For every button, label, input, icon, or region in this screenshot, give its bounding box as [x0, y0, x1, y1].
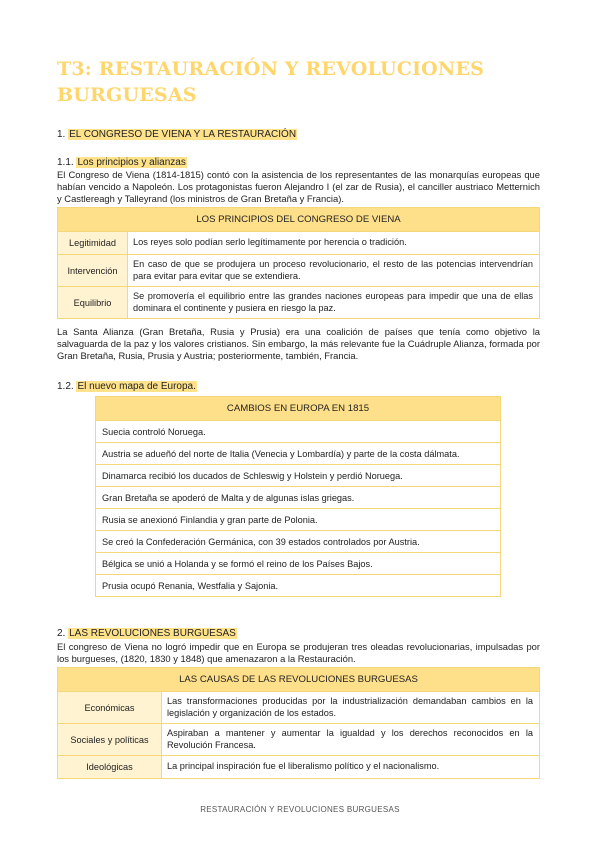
- cause-label: Sociales y políticas: [58, 724, 162, 756]
- subsection-1-2-number: 1.2.: [57, 381, 74, 392]
- table-row: [96, 553, 501, 575]
- principles-table: [57, 207, 540, 319]
- table-row: [58, 255, 540, 287]
- causes-table: [57, 667, 540, 779]
- section-2-title: LAS REVOLUCIONES BURGUESAS: [69, 628, 236, 639]
- cause-text: Las transformaciones producidas por la industrialización demandaban cambios en la legislación y organización de los estados.: [162, 692, 540, 724]
- cause-label: Ideológicas: [58, 756, 162, 779]
- section-2-number: 2.: [57, 628, 66, 639]
- europe-changes-table: [95, 396, 501, 597]
- change-text: Dinamarca recibió los ducados de Schleswig y Holstein y perdió Noruega.: [96, 465, 501, 487]
- table-row: [96, 421, 501, 443]
- cause-label: Económicas: [58, 692, 162, 724]
- cause-text: La principal inspiración fue el liberalismo político y el nacionalismo.: [162, 756, 540, 779]
- section-2-heading: [57, 627, 237, 640]
- subsection-1-1-number: 1.1.: [57, 157, 74, 168]
- principle-text: Los reyes solo podían serlo legítimamente por herencia o tradición.: [128, 232, 540, 255]
- change-text: Prusia ocupó Renania, Westfalia y Sajonia.: [96, 575, 501, 597]
- section-1-title: EL CONGRESO DE VIENA Y LA RESTAURACIÓN: [69, 129, 297, 140]
- table-row: [58, 232, 540, 255]
- page-footer: RESTAURACIÓN Y REVOLUCIONES BURGUESAS: [200, 805, 400, 814]
- principles-table-header-row: [58, 208, 540, 232]
- principle-label: Equilibrio: [58, 287, 128, 319]
- change-text: Se creó la Confederación Germánica, con 39 estados controlados por Austria.: [96, 531, 501, 553]
- principle-text: En caso de que se produjera un proceso revolucionario, el resto de las potencias intervendrían para evitar para evitar que se extendiera.: [128, 255, 540, 287]
- revolutions-intro-paragraph: El congreso de Viena no logró impedir que en Europa se produjeran tres oleadas revolucionarias, impulsadas por los burgueses, (1820, 1830 y 1848) que amenazaron a la Restauración.: [57, 641, 540, 665]
- change-text: Bélgica se unió a Holanda y se formó el reino de los Países Bajos.: [96, 553, 501, 575]
- change-text: Gran Bretaña se apoderó de Malta y de algunas islas griegas.: [96, 487, 501, 509]
- table-row: [58, 287, 540, 319]
- principles-table-header: LOS PRINCIPIOS DEL CONGRESO DE VIENA: [58, 208, 540, 232]
- principle-label: Legitimidad: [58, 232, 128, 255]
- table-row: [58, 724, 540, 756]
- page-title: T3: RESTAURACIÓN Y REVOLUCIONES BURGUESAS: [57, 58, 485, 106]
- table-row: [96, 509, 501, 531]
- subsection-1-2-title: El nuevo mapa de Europa.: [77, 381, 196, 392]
- table-row: [96, 487, 501, 509]
- table-row: [96, 465, 501, 487]
- table-row: [58, 692, 540, 724]
- subsection-1-2-heading: [57, 380, 197, 393]
- causes-table-header-row: [58, 668, 540, 692]
- causes-table-header: LAS CAUSAS DE LAS REVOLUCIONES BURGUESAS: [58, 668, 540, 692]
- congress-intro-paragraph: El Congreso de Viena (1814-1815) contó con la asistencia de los representantes de las monarquías europeas que habían vencido a Napoleón. Los protagonistas fueron Alejandro I (el zar de Rusia), el canciller austriaco Metternich y Castlereagh y Talleyrand (los ministros de Gran Bretaña y Francia).: [57, 169, 540, 205]
- changes-table-header-row: [96, 397, 501, 421]
- table-row: [58, 756, 540, 779]
- table-row: [96, 575, 501, 597]
- changes-table-header: CAMBIOS EN EUROPA EN 1815: [96, 397, 501, 421]
- principle-text: Se promovería el equilibrio entre las grandes naciones europeas para impedir que una de ellas dominara el continente y pusiera en riesgo la paz.: [128, 287, 540, 319]
- change-text: Austria se adueñó del norte de Italia (Venecia y Lombardía) y parte de la costa dálmata.: [96, 443, 501, 465]
- section-1-number: 1.: [57, 129, 66, 140]
- change-text: Suecia controló Noruega.: [96, 421, 501, 443]
- change-text: Rusia se anexionó Finlandia y gran parte de Polonia.: [96, 509, 501, 531]
- table-row: [96, 531, 501, 553]
- section-1-heading: [57, 128, 297, 141]
- principle-label: Intervención: [58, 255, 128, 287]
- subsection-1-1-title: Los principios y alianzas: [77, 157, 186, 168]
- alliance-paragraph: La Santa Alianza (Gran Bretaña, Rusia y Prusia) era una coalición de países que tenía como objetivo la salvaguarda de la paz y los valores cristianos. Sin embargo, la más relevante fue la Cuádruple Alianza, formada por Gran Bretaña, Rusia, Prusia y Austria; posteriormente, también, Francia.: [57, 326, 540, 362]
- subsection-1-1-heading: [57, 156, 187, 169]
- table-row: [96, 443, 501, 465]
- cause-text: Aspiraban a mantener y aumentar la igualdad y los derechos reconocidos en la Revolución Francesa.: [162, 724, 540, 756]
